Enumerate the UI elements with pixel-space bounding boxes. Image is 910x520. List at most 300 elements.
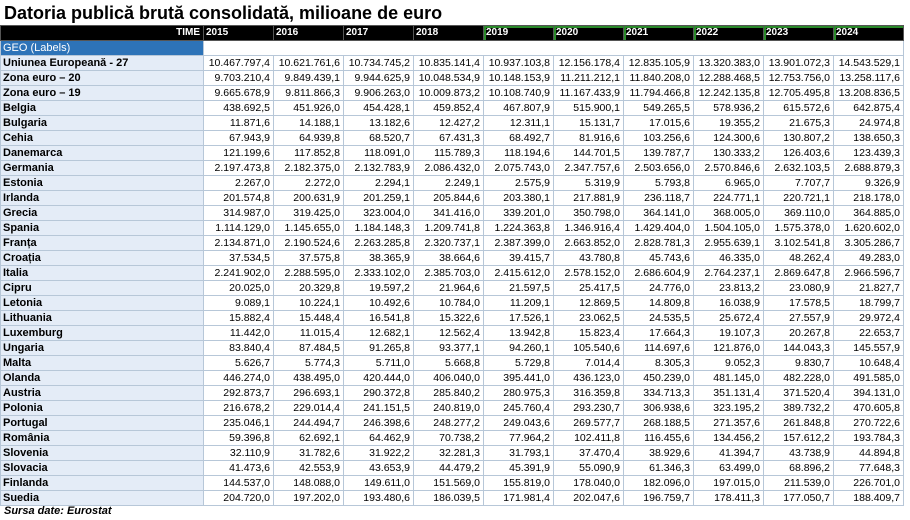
table-cell: 12.242.135,8 [694,86,764,101]
table-row [1,161,904,176]
table-cell: 446.274,0 [204,371,274,386]
row-label: Olanda [1,371,204,386]
table-row [1,131,904,146]
table-cell: 2.688.879,3 [834,161,904,176]
table-cell: 10.937.103,8 [484,56,554,71]
table-cell: 368.005,0 [694,206,764,221]
table-cell: 10.224,1 [274,296,344,311]
table-cell: 171.981,4 [484,491,554,506]
table-cell: 31.793,1 [484,446,554,461]
row-label: Polonia [1,401,204,416]
table-cell: 138.650,3 [834,131,904,146]
table-cell: 67.431,3 [414,131,484,146]
table-cell: 339.201,0 [484,206,554,221]
table-cell: 5.711,0 [344,356,414,371]
row-label: Ungaria [1,341,204,356]
table-cell: 64.939,8 [274,131,344,146]
table-cell: 24.535,5 [624,311,694,326]
table-cell: 15.823,4 [554,326,624,341]
table-row [1,116,904,131]
table-cell: 32.281,3 [414,446,484,461]
table-cell: 10.009.873,2 [414,86,484,101]
table-row [1,176,904,191]
table-cell: 77.648,3 [834,461,904,476]
table-cell: 121.876,0 [694,341,764,356]
table-cell: 38.365,9 [344,251,414,266]
table-row [1,461,904,476]
table-row [1,266,904,281]
table-cell: 87.484,5 [274,341,344,356]
row-label: Italia [1,266,204,281]
time-header: TIME [1,26,204,41]
row-label: Danemarca [1,146,204,161]
table-cell: 116.455,6 [624,431,694,446]
table-cell: 186.039,5 [414,491,484,506]
table-row [1,401,904,416]
table-row [1,86,904,101]
table-row [1,386,904,401]
table-cell: 20.329,8 [274,281,344,296]
table-cell: 406.040,0 [414,371,484,386]
geo-label-row [1,41,904,56]
table-cell: 17.664,3 [624,326,694,341]
table-cell: 578.936,2 [694,101,764,116]
table-cell: 31.922,2 [344,446,414,461]
table-cell: 148.088,0 [274,476,344,491]
table-cell: 10.108.740,9 [484,86,554,101]
table-cell: 19.107,3 [694,326,764,341]
table-cell: 2.333.102,0 [344,266,414,281]
table-cell: 12.562,4 [414,326,484,341]
table-row [1,191,904,206]
table-cell: 314.987,0 [204,206,274,221]
table-cell: 25.672,4 [694,311,764,326]
table-cell: 642.875,4 [834,101,904,116]
table-cell: 2.263.285,8 [344,236,414,251]
table-cell: 139.787,7 [624,146,694,161]
table-cell: 44.479,2 [414,461,484,476]
table-cell: 216.678,2 [204,401,274,416]
table-cell: 371.520,4 [764,386,834,401]
table-cell: 236.118,7 [624,191,694,206]
table-cell: 3.102.541,8 [764,236,834,251]
table-cell: 9.326,9 [834,176,904,191]
table-cell: 61.346,3 [624,461,694,476]
table-cell: 11.167.433,9 [554,86,624,101]
table-cell: 37.470,4 [554,446,624,461]
table-cell: 25.417,5 [554,281,624,296]
table-cell: 615.572,6 [764,101,834,116]
table-cell: 2.249,1 [414,176,484,191]
table-row [1,326,904,341]
table-cell: 43.653,9 [344,461,414,476]
table-cell: 2.415.612,0 [484,266,554,281]
table-cell: 193.784,3 [834,431,904,446]
geo-label-filler [204,41,904,56]
table-cell: 549.265,5 [624,101,694,116]
table-cell: 11.840.208,0 [624,71,694,86]
geo-label: GEO (Labels) [1,41,204,56]
table-cell: 200.631,9 [274,191,344,206]
row-label: România [1,431,204,446]
table-cell: 83.840,4 [204,341,274,356]
table-cell: 12.288.468,5 [694,71,764,86]
table-row [1,221,904,236]
year-header: 2022 [694,26,764,41]
table-cell: 2.086.432,0 [414,161,484,176]
table-cell: 269.577,7 [554,416,624,431]
table-cell: 220.721,1 [764,191,834,206]
table-cell: 12.869,5 [554,296,624,311]
table-row [1,431,904,446]
table-cell: 21.964,6 [414,281,484,296]
table-cell: 37.534,5 [204,251,274,266]
table-cell: 149.611,0 [344,476,414,491]
table-cell: 45.743,6 [624,251,694,266]
table-cell: 7.014,4 [554,356,624,371]
table-cell: 244.494,7 [274,416,344,431]
table-cell: 11.794.466,8 [624,86,694,101]
table-row [1,491,904,506]
table-cell: 16.541,8 [344,311,414,326]
table-cell: 450.239,0 [624,371,694,386]
table-cell: 15.448,4 [274,311,344,326]
table-cell: 2.241.902,0 [204,266,274,281]
table-cell: 2.764.237,1 [694,266,764,281]
table-cell: 16.038,9 [694,296,764,311]
year-header: 2017 [344,26,414,41]
row-label: Cipru [1,281,204,296]
table-cell: 10.734.745,2 [344,56,414,71]
table-cell: 2.503.656,0 [624,161,694,176]
row-label: Letonia [1,296,204,311]
table-cell: 12.835.105,9 [624,56,694,71]
table-cell: 8.305,3 [624,356,694,371]
row-label: Portugal [1,416,204,431]
table-cell: 15.322,6 [414,311,484,326]
table-cell: 123.439,3 [834,146,904,161]
table-cell: 151.569,0 [414,476,484,491]
table-cell: 364.885,0 [834,206,904,221]
table-cell: 13.901.072,3 [764,56,834,71]
table-cell: 197.015,0 [694,476,764,491]
table-cell: 9.906.263,0 [344,86,414,101]
table-cell: 9.703.210,4 [204,71,274,86]
table-cell: 395.441,0 [484,371,554,386]
table-cell: 280.975,3 [484,386,554,401]
table-cell: 155.819,0 [484,476,554,491]
table-cell: 1.224.363,8 [484,221,554,236]
year-header: 2021 [624,26,694,41]
table-cell: 470.605,8 [834,401,904,416]
table-cell: 2.663.852,0 [554,236,624,251]
table-cell: 12.753.756,0 [764,71,834,86]
row-label: Luxemburg [1,326,204,341]
table-cell: 42.553,9 [274,461,344,476]
table-cell: 63.499,0 [694,461,764,476]
table-cell: 37.575,8 [274,251,344,266]
table-cell: 10.835.141,4 [414,56,484,71]
table-cell: 130.807,2 [764,131,834,146]
table-cell: 17.015,6 [624,116,694,131]
table-cell: 2.955.639,1 [694,236,764,251]
table-cell: 1.184.148,3 [344,221,414,236]
table-cell: 126.403,6 [764,146,834,161]
table-cell: 115.789,3 [414,146,484,161]
table-cell: 182.096,0 [624,476,694,491]
table-cell: 2.686.604,9 [624,266,694,281]
table-cell: 68.520,7 [344,131,414,146]
table-cell: 1.575.378,0 [764,221,834,236]
table-cell: 292.873,7 [204,386,274,401]
table-cell: 39.415,7 [484,251,554,266]
table-cell: 201.574,8 [204,191,274,206]
table-cell: 12.705.495,8 [764,86,834,101]
table-cell: 9.944.625,9 [344,71,414,86]
table-row [1,341,904,356]
table-cell: 144.537,0 [204,476,274,491]
table-cell: 188.409,7 [834,491,904,506]
table-cell: 229.014,4 [274,401,344,416]
table-cell: 24.974,8 [834,116,904,131]
table-cell: 2.347.757,6 [554,161,624,176]
table-cell: 306.938,6 [624,401,694,416]
table-cell: 241.151,5 [344,401,414,416]
table-cell: 389.732,2 [764,401,834,416]
row-label: Lithuania [1,311,204,326]
table-row [1,236,904,251]
table-cell: 177.050,7 [764,491,834,506]
table-cell: 193.480,6 [344,491,414,506]
row-label: Franța [1,236,204,251]
table-cell: 13.258.117,6 [834,71,904,86]
table-cell: 145.557,9 [834,341,904,356]
table-cell: 323.004,0 [344,206,414,221]
table-cell: 91.265,8 [344,341,414,356]
table-cell: 201.259,1 [344,191,414,206]
year-header: 2024 [834,26,904,41]
table-cell: 15.131,7 [554,116,624,131]
row-label: Belgia [1,101,204,116]
table-cell: 68.896,2 [764,461,834,476]
table-cell: 41.394,7 [694,446,764,461]
row-label: Zona euro – 20 [1,71,204,86]
table-cell: 46.335,0 [694,251,764,266]
table-cell: 2.966.596,7 [834,266,904,281]
table-cell: 38.664,6 [414,251,484,266]
table-cell: 481.145,0 [694,371,764,386]
table-cell: 55.090,9 [554,461,624,476]
table-cell: 41.473,6 [204,461,274,476]
table-cell: 157.612,2 [764,431,834,446]
table-cell: 364.141,0 [624,206,694,221]
table-cell: 130.333,2 [694,146,764,161]
table-cell: 178.411,3 [694,491,764,506]
table-cell: 10.621.761,6 [274,56,344,71]
table-cell: 2.182.375,0 [274,161,344,176]
table-cell: 70.738,2 [414,431,484,446]
table-cell: 436.123,0 [554,371,624,386]
table-row [1,371,904,386]
table-cell: 13.182,6 [344,116,414,131]
table-cell: 211.539,0 [764,476,834,491]
table-cell: 105.540,6 [554,341,624,356]
table-cell: 32.110,9 [204,446,274,461]
table-cell: 9.052,3 [694,356,764,371]
table-cell: 196.759,7 [624,491,694,506]
table-cell: 245.760,4 [484,401,554,416]
table-cell: 454.428,1 [344,101,414,116]
table-cell: 323.195,2 [694,401,764,416]
table-cell: 103.256,6 [624,131,694,146]
table-cell: 114.697,6 [624,341,694,356]
row-label: Zona euro – 19 [1,86,204,101]
table-cell: 64.462,9 [344,431,414,446]
table-title: Datoria publică brută consolidată, milioane de euro [4,3,443,23]
table-cell: 2.132.783,9 [344,161,414,176]
table-row [1,101,904,116]
table-cell: 38.929,6 [624,446,694,461]
table-cell: 5.793,8 [624,176,694,191]
table-cell: 351.131,4 [694,386,764,401]
table-cell: 77.964,2 [484,431,554,446]
table-row [1,146,904,161]
table-cell: 334.713,3 [624,386,694,401]
table-cell: 43.780,8 [554,251,624,266]
table-cell: 10.148.153,9 [484,71,554,86]
table-cell: 62.692,1 [274,431,344,446]
table-cell: 316.359,8 [554,386,624,401]
table-cell: 118.194,6 [484,146,554,161]
table-cell: 5.774,3 [274,356,344,371]
table-row [1,296,904,311]
table-cell: 197.202,0 [274,491,344,506]
year-header: 2020 [554,26,624,41]
row-label: Spania [1,221,204,236]
table-cell: 48.262,4 [764,251,834,266]
table-cell: 451.926,0 [274,101,344,116]
table-cell: 10.784,0 [414,296,484,311]
row-label: Finlanda [1,476,204,491]
table-cell: 45.391,9 [484,461,554,476]
table-cell: 19.597,2 [344,281,414,296]
table-cell: 459.852,4 [414,101,484,116]
table-cell: 117.852,8 [274,146,344,161]
row-label: Cehia [1,131,204,146]
table-cell: 14.188,1 [274,116,344,131]
table-cell: 23.813,2 [694,281,764,296]
table-cell: 11.211.212,1 [554,71,624,86]
table-cell: 1.346.916,4 [554,221,624,236]
table-cell: 94.260,1 [484,341,554,356]
table-cell: 203.380,1 [484,191,554,206]
table-cell: 178.040,0 [554,476,624,491]
table-cell: 13.208.836,5 [834,86,904,101]
table-cell: 482.228,0 [764,371,834,386]
table-cell: 491.585,0 [834,371,904,386]
table-cell: 2.294,1 [344,176,414,191]
table-cell: 217.881,9 [554,191,624,206]
table-cell: 11.871,6 [204,116,274,131]
table-row [1,446,904,461]
year-header: 2018 [414,26,484,41]
table-cell: 2.190.524,6 [274,236,344,251]
table-cell: 205.844,6 [414,191,484,206]
row-label: Germania [1,161,204,176]
table-row [1,416,904,431]
table-cell: 29.972,4 [834,311,904,326]
table-cell: 44.894,8 [834,446,904,461]
year-header: 2019 [484,26,554,41]
table-cell: 240.819,0 [414,401,484,416]
table-row [1,476,904,491]
header-row [1,26,904,41]
table-cell: 2.632.103,5 [764,161,834,176]
table-cell: 235.046,1 [204,416,274,431]
table-cell: 1.620.602,0 [834,221,904,236]
table-cell: 218.178,0 [834,191,904,206]
table-cell: 27.557,9 [764,311,834,326]
table-cell: 2.385.703,0 [414,266,484,281]
table-cell: 9.830,7 [764,356,834,371]
table-cell: 20.025,0 [204,281,274,296]
table-row [1,71,904,86]
row-label: Austria [1,386,204,401]
table-row [1,56,904,71]
table-cell: 248.277,2 [414,416,484,431]
table-cell: 438.495,0 [274,371,344,386]
table-cell: 21.597,5 [484,281,554,296]
table-cell: 246.398,6 [344,416,414,431]
table-cell: 467.807,9 [484,101,554,116]
table-cell: 144.701,5 [554,146,624,161]
table-cell: 23.062,5 [554,311,624,326]
table-row [1,206,904,221]
table-cell: 285.840,2 [414,386,484,401]
table-cell: 14.543.529,1 [834,56,904,71]
table-cell: 12.682,1 [344,326,414,341]
table-cell: 369.110,0 [764,206,834,221]
table-cell: 2.869.647,8 [764,266,834,281]
table-cell: 17.578,5 [764,296,834,311]
table-cell: 17.526,1 [484,311,554,326]
row-label: Uniunea Europeană - 27 [1,56,204,71]
table-cell: 515.900,1 [554,101,624,116]
table-cell: 394.131,0 [834,386,904,401]
table-cell: 10.648,4 [834,356,904,371]
table-cell: 350.798,0 [554,206,624,221]
table-cell: 12.311,1 [484,116,554,131]
table-cell: 2.197.473,8 [204,161,274,176]
table-cell: 18.799,7 [834,296,904,311]
table-cell: 13.942,8 [484,326,554,341]
table-cell: 2.570.846,6 [694,161,764,176]
table-cell: 59.396,8 [204,431,274,446]
table-cell: 144.043,3 [764,341,834,356]
table-cell: 2.134.871,0 [204,236,274,251]
table-cell: 1.209.741,8 [414,221,484,236]
table-cell: 5.626,7 [204,356,274,371]
table-row [1,281,904,296]
year-header: 2015 [204,26,274,41]
table-cell: 11.015,4 [274,326,344,341]
source-note: Sursa date: Eurostat [4,505,112,517]
table-cell: 202.047,6 [554,491,624,506]
table-cell: 118.091,0 [344,146,414,161]
table-cell: 1.504.105,0 [694,221,764,236]
table-cell: 438.692,5 [204,101,274,116]
table-cell: 341.416,0 [414,206,484,221]
